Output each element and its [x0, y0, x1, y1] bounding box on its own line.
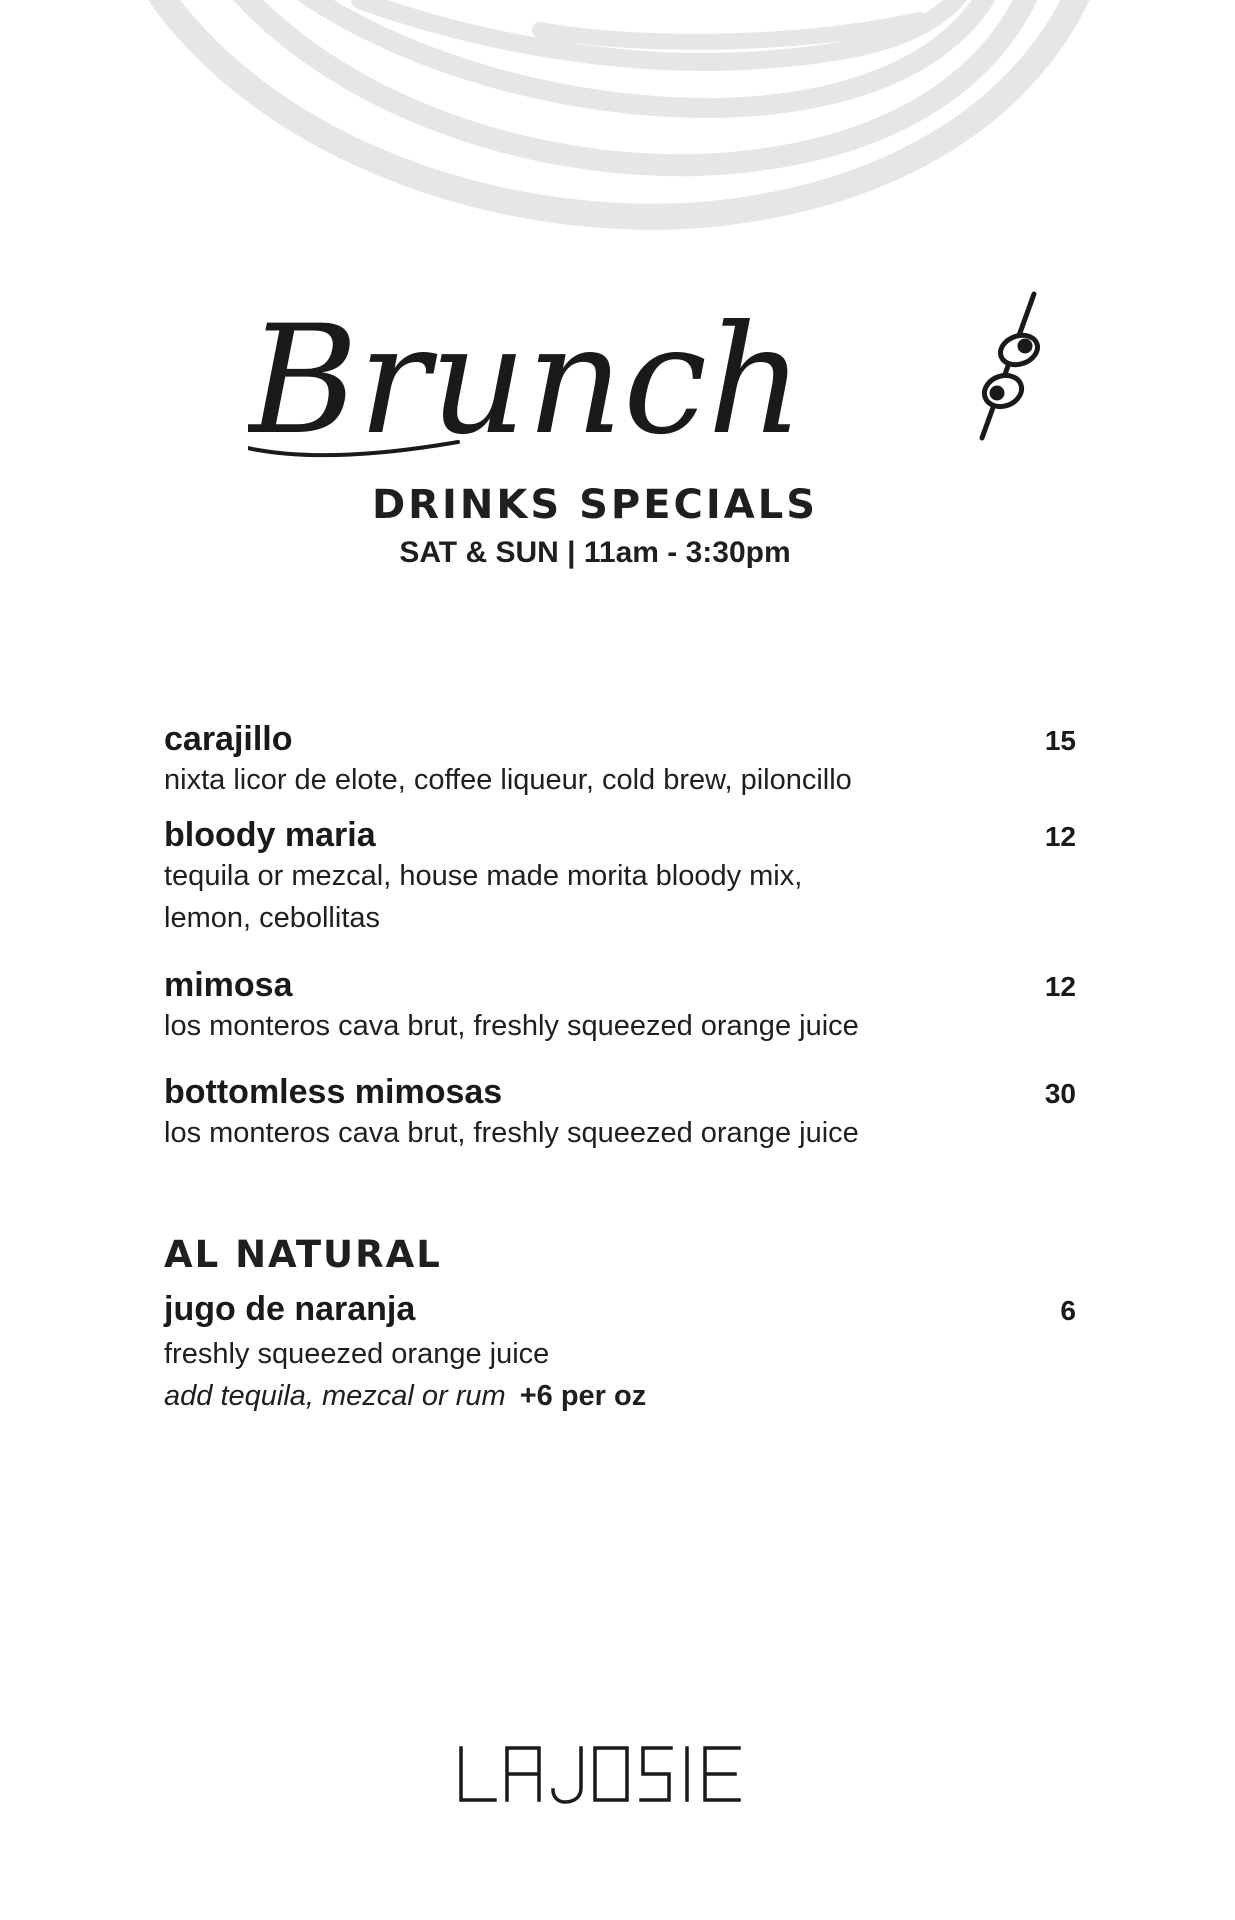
menu-item-bloody-maria	[164, 816, 1076, 939]
svg-text:Brunch: Brunch	[248, 294, 804, 468]
item-description: los monteros cava brut, freshly squeezed orange juice	[164, 1117, 859, 1149]
item-price: 12	[1044, 971, 1076, 1002]
addon-line	[164, 1375, 1076, 1417]
menu-item-mimosa	[164, 966, 1076, 1047]
item-price: 6	[1060, 1295, 1076, 1326]
addon-price: +6 per oz	[519, 1380, 647, 1412]
drinks-specials-heading: DRINKS SPECIALS	[371, 482, 819, 528]
item-name: jugo de naranja	[164, 1290, 416, 1328]
item-name: bottomless mimosas	[164, 1073, 503, 1111]
swirl-decoration	[0, 0, 1235, 240]
item-description: los monteros cava brut, freshly squeezed orange juice	[164, 1010, 859, 1042]
menu-item-jugo-de-naranja	[164, 1290, 1076, 1417]
item-name: mimosa	[164, 966, 293, 1004]
brunch-script-title	[248, 272, 988, 492]
al-natural-heading: AL NATURAL	[164, 1233, 442, 1276]
item-price: 15	[1044, 725, 1076, 756]
item-description: nixta licor de elote, coffee liqueur, cold brew, piloncillo	[164, 764, 852, 796]
addon-text: add tequila, mezcal or rum	[164, 1380, 506, 1412]
item-description: lemon, cebollitas	[164, 902, 380, 934]
olive-skewer-icon	[968, 288, 1048, 448]
menu-item-bottomless-mimosas	[164, 1073, 1076, 1154]
item-description: tequila or mezcal, house made morita bloody mix,	[164, 860, 803, 892]
schedule-text: SAT & SUN | 11am - 3:30pm	[399, 536, 791, 569]
menu-item-carajillo	[164, 720, 1076, 801]
item-name: carajillo	[164, 720, 293, 758]
item-name: bloody maria	[164, 816, 376, 854]
item-description: freshly squeezed orange juice	[164, 1338, 550, 1370]
item-price: 30	[1044, 1078, 1076, 1109]
item-price: 12	[1044, 821, 1076, 852]
la-josie-logo	[455, 1740, 775, 1810]
